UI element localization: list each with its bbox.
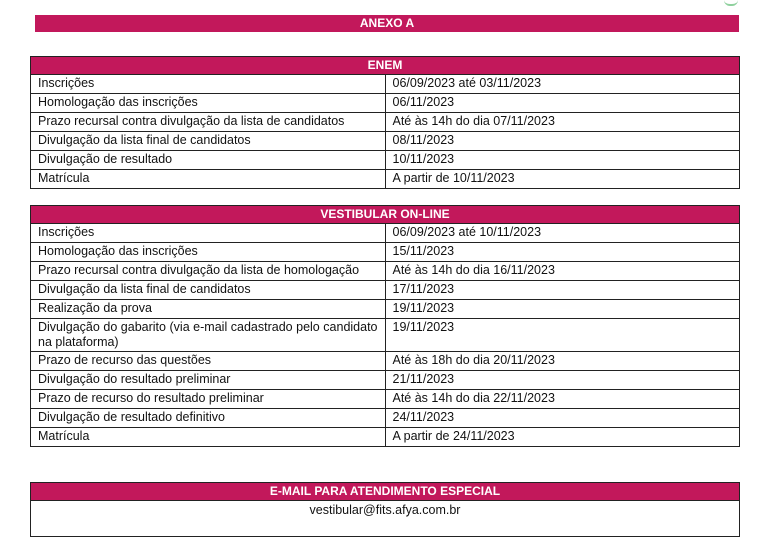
enem-row-label: Prazo recursal contra divulgação da lista de candidatos — [31, 113, 386, 132]
enem-row-label: Divulgação da lista final de candidatos — [31, 132, 386, 151]
special-support-title: E-MAIL PARA ATENDIMENTO ESPECIAL — [31, 483, 739, 501]
vestibular-row — [31, 281, 740, 300]
vestibular-schedule-table — [30, 205, 740, 447]
vestibular-row-label: Prazo de recurso do resultado preliminar — [31, 390, 386, 409]
special-support-email[interactable]: vestibular@fits.afya.com.br — [309, 503, 461, 517]
enem-row — [31, 170, 740, 189]
vestibular-row-value: Até às 14h do dia 22/11/2023 — [385, 390, 740, 409]
vestibular-table-title: VESTIBULAR ON-LINE — [31, 206, 740, 224]
vestibular-row-label: Realização da prova — [31, 300, 386, 319]
vestibular-row — [31, 262, 740, 281]
vestibular-row-value: 21/11/2023 — [385, 371, 740, 390]
vestibular-row-value: A partir de 24/11/2023 — [385, 428, 740, 447]
enem-row — [31, 113, 740, 132]
vestibular-row — [31, 352, 740, 371]
enem-row-label: Matrícula — [31, 170, 386, 189]
vestibular-row-label: Divulgação do resultado preliminar — [31, 371, 386, 390]
enem-schedule-table — [30, 56, 740, 189]
enem-row — [31, 151, 740, 170]
vestibular-row-value: 15/11/2023 — [385, 243, 740, 262]
vestibular-row — [31, 319, 740, 352]
enem-row-label: Divulgação de resultado — [31, 151, 386, 170]
vestibular-row — [31, 224, 740, 243]
enem-row — [31, 94, 740, 113]
enem-row-value: A partir de 10/11/2023 — [385, 170, 740, 189]
vestibular-row — [31, 371, 740, 390]
vestibular-row-value: 19/11/2023 — [385, 319, 740, 352]
enem-table-title: ENEM — [31, 57, 740, 75]
enem-row-value: 08/11/2023 — [385, 132, 740, 151]
vestibular-row-label: Homologação das inscrições — [31, 243, 386, 262]
vestibular-row — [31, 300, 740, 319]
vestibular-row-label: Prazo recursal contra divulgação da lista de homologação — [31, 262, 386, 281]
vestibular-row-label: Divulgação de resultado definitivo — [31, 409, 386, 428]
enem-row-label: Homologação das inscrições — [31, 94, 386, 113]
vestibular-row — [31, 243, 740, 262]
enem-row-value: 10/11/2023 — [385, 151, 740, 170]
vestibular-row-label: Matrícula — [31, 428, 386, 447]
vestibular-row-value: Até às 18h do dia 20/11/2023 — [385, 352, 740, 371]
enem-row-value: 06/09/2023 até 03/11/2023 — [385, 75, 740, 94]
enem-row — [31, 75, 740, 94]
annex-title: ANEXO A — [35, 15, 739, 32]
special-support-box — [30, 482, 740, 537]
enem-row-value: 06/11/2023 — [385, 94, 740, 113]
vestibular-row — [31, 390, 740, 409]
enem-row-label: Inscrições — [31, 75, 386, 94]
vestibular-row — [31, 409, 740, 428]
vestibular-row-value: 19/11/2023 — [385, 300, 740, 319]
vestibular-row-label: Divulgação do gabarito (via e-mail cadastrado pelo candidato na plataforma) — [31, 319, 386, 352]
vestibular-row-label: Inscrições — [31, 224, 386, 243]
enem-row-value: Até às 14h do dia 07/11/2023 — [385, 113, 740, 132]
vestibular-row-value: 17/11/2023 — [385, 281, 740, 300]
vestibular-row-label: Divulgação da lista final de candidatos — [31, 281, 386, 300]
vestibular-row-value: 06/09/2023 até 10/11/2023 — [385, 224, 740, 243]
enem-row — [31, 132, 740, 151]
vestibular-row-value: 24/11/2023 — [385, 409, 740, 428]
vestibular-row — [31, 428, 740, 447]
corner-decoration — [724, 0, 738, 6]
vestibular-row-label: Prazo de recurso das questões — [31, 352, 386, 371]
vestibular-row-value: Até às 14h do dia 16/11/2023 — [385, 262, 740, 281]
